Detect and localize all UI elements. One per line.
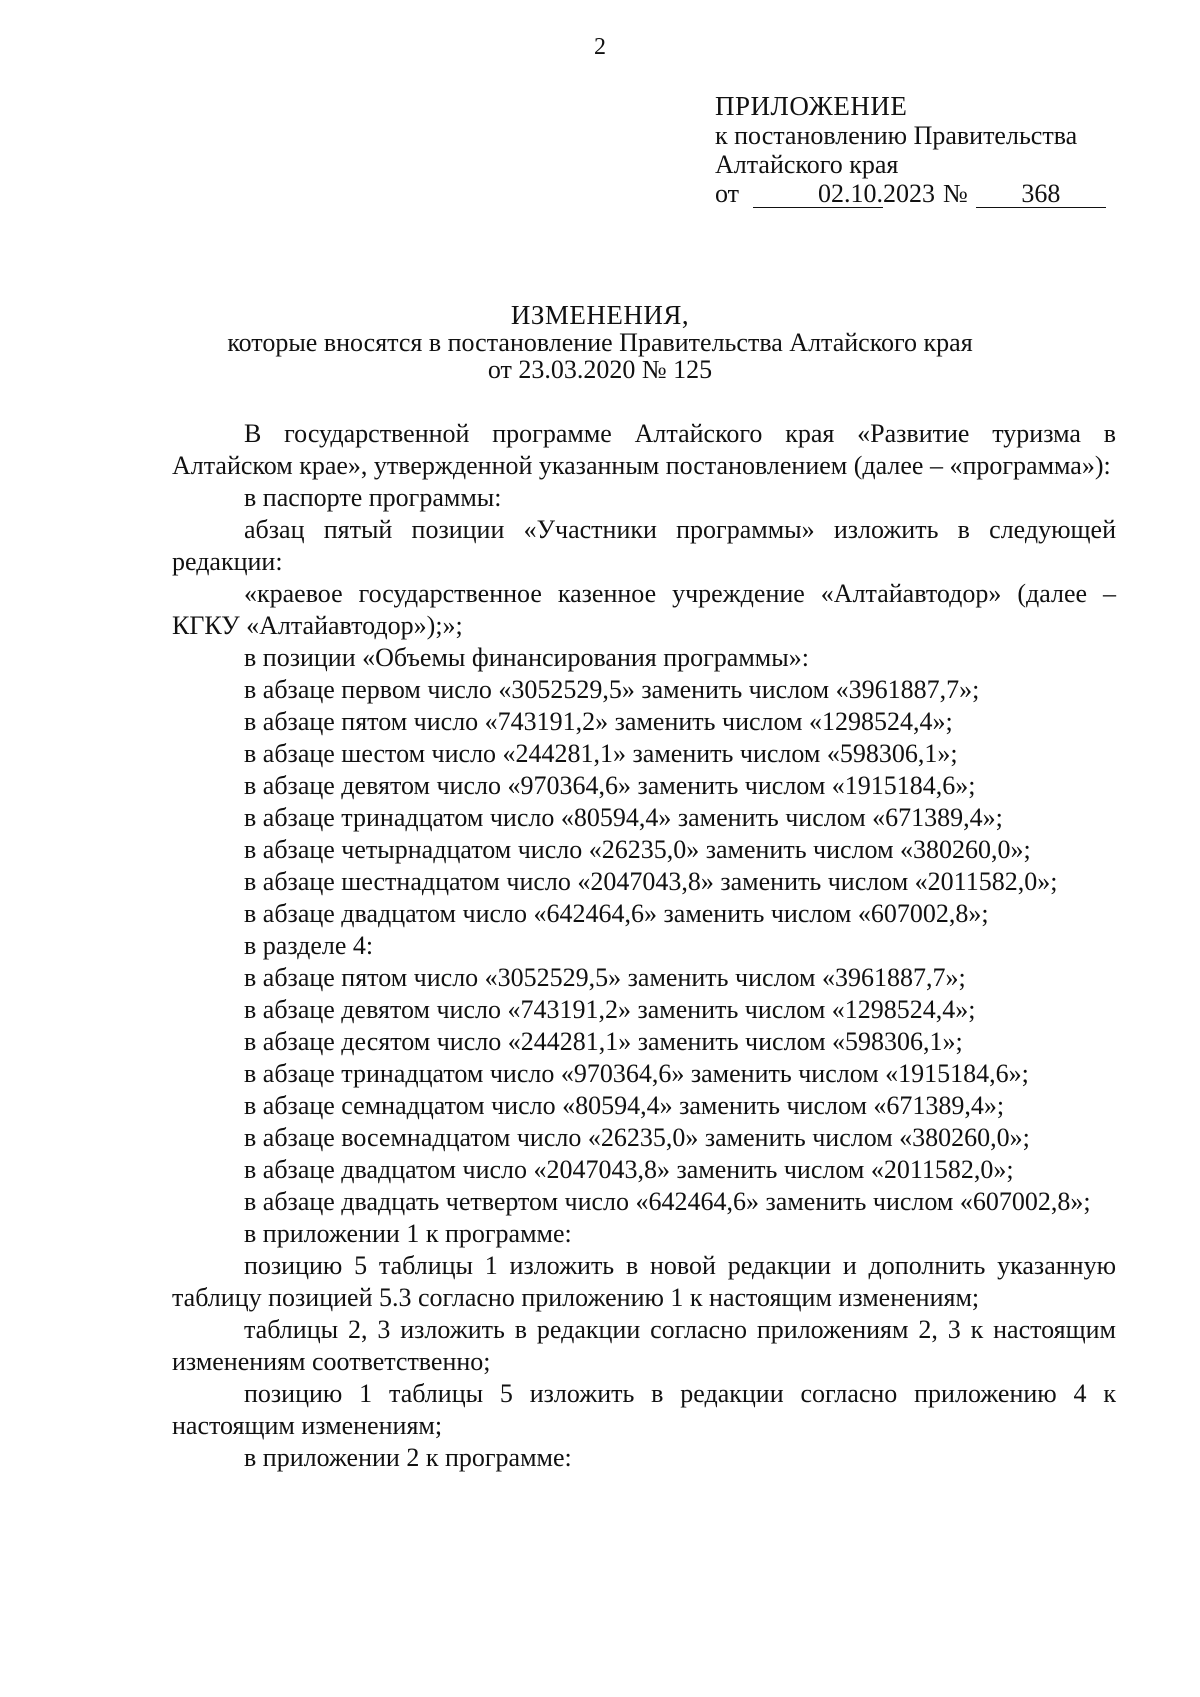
paragraph: в абзаце двадцать четвертом число «642464,6» заменить числом «607002,8»; <box>244 1187 1091 1216</box>
date-prefix: от <box>715 179 740 208</box>
paragraph: в абзаце девятом число «970364,6» заменить числом «1915184,6»; <box>244 771 976 800</box>
year-value: 2023 <box>883 179 936 208</box>
page-number: 2 <box>594 34 606 60</box>
document-title: ИЗМЕНЕНИЯ, <box>510 300 690 330</box>
paragraph: в приложении 1 к программе: <box>244 1219 572 1248</box>
paragraph: в абзаце четырнадцатом число «26235,0» заменить числом «380260,0»; <box>244 835 1031 864</box>
paragraph: абзац пятый позиции «Участники программы» изложить в следующей редакции: <box>172 515 1116 576</box>
paragraph: в абзаце первом число «3052529,5» заменить числом «3961887,7»; <box>244 675 980 704</box>
title-subtitle-1: которые вносятся в постановление Правительства Алтайского края <box>227 328 973 357</box>
paragraph: в абзаце тринадцатом число «970364,6» заменить числом «1915184,6»; <box>244 1059 1029 1088</box>
paragraph: в позиции «Объемы финансирования программы»: <box>244 643 809 672</box>
paragraph: позицию 1 таблицы 5 изложить в редакции согласно приложению 4 к настоящим изменениям; <box>172 1379 1116 1440</box>
paragraph: в разделе 4: <box>244 931 374 960</box>
paragraph: в абзаце двадцатом число «642464,6» заменить числом «607002,8»; <box>244 899 989 928</box>
paragraph: в паспорте программы: <box>244 483 502 512</box>
title-block <box>0 302 1200 383</box>
paragraph: в абзаце шестом число «244281,1» заменить числом «598306,1»; <box>244 739 958 768</box>
document-body <box>172 418 1116 1474</box>
number-sign: № <box>943 179 968 208</box>
appendix-block <box>715 92 1135 208</box>
paragraph: позицию 5 таблицы 1 изложить в новой редакции и дополнить указанную таблицу позицией 5.3 согласно приложению 1 к настоящим изменениям; <box>172 1251 1116 1312</box>
paragraph: в абзаце девятом число «743191,2» заменить числом «1298524,4»; <box>244 995 976 1024</box>
appendix-line-2: Алтайского края <box>715 150 899 179</box>
paragraph: в абзаце восемнадцатом число «26235,0» заменить числом «380260,0»; <box>244 1123 1030 1152</box>
paragraph: в абзаце пятом число «3052529,5» заменить числом «3961887,7»; <box>244 963 966 992</box>
paragraph: таблицы 2, 3 изложить в редакции согласно приложениям 2, 3 к настоящим изменениям соответственно; <box>172 1315 1116 1376</box>
paragraph: «краевое государственное казенное учреждение «Алтайавтодор» (далее – КГКУ «Алтайавтодор»);»; <box>172 579 1116 640</box>
appendix-line-1: к постановлению Правительства <box>715 121 1078 150</box>
date-value: 02.10. <box>753 181 883 208</box>
title-subtitle-2: от 23.03.2020 № 125 <box>487 355 713 384</box>
paragraph: В государственной программе Алтайского края «Развитие туризма в Алтайском крае», утвержденной указанным постановлением (далее – «программа»): <box>172 419 1116 480</box>
appendix-heading: ПРИЛОЖЕНИЕ <box>715 91 908 121</box>
paragraph: в абзаце двадцатом число «2047043,8» заменить числом «2011582,0»; <box>244 1155 1014 1184</box>
paragraph: в абзаце пятом число «743191,2» заменить числом «1298524,4»; <box>244 707 953 736</box>
paragraph: в абзаце шестнадцатом число «2047043,8» заменить числом «2011582,0»; <box>244 867 1058 896</box>
appendix-date-line <box>715 179 1135 208</box>
paragraph: в приложении 2 к программе: <box>244 1443 572 1472</box>
paragraph: в абзаце десятом число «244281,1» заменить числом «598306,1»; <box>244 1027 963 1056</box>
document-number: 368 <box>976 181 1106 208</box>
paragraph: в абзаце семнадцатом число «80594,4» заменить числом «671389,4»; <box>244 1091 1005 1120</box>
paragraph: в абзаце тринадцатом число «80594,4» заменить числом «671389,4»; <box>244 803 1003 832</box>
